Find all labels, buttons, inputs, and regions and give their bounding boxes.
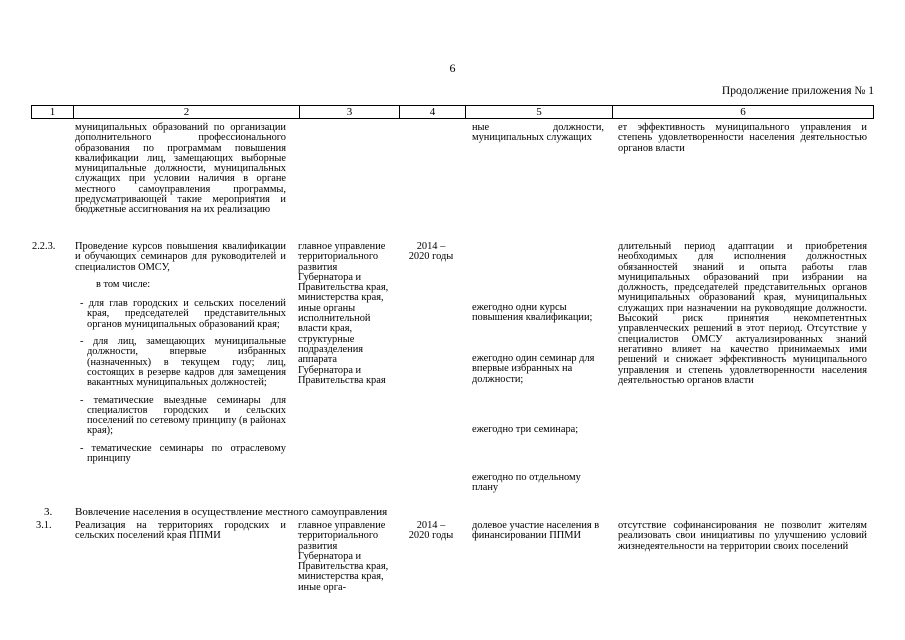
row223-item-4: - тематические семинары по отраслевому принципу [80, 442, 286, 465]
row31-years-start: 2014 – [416, 520, 446, 531]
row223-years [398, 242, 464, 263]
header-col-2: 2 [74, 106, 300, 118]
section3-title: Вовлечение населения в осуществление местного самоуправления [75, 506, 388, 518]
row31-number: 3.1. [36, 520, 52, 531]
row31-years [398, 521, 464, 542]
row223-number: 2.2.3. [32, 241, 56, 252]
page-number: 6 [449, 61, 456, 75]
row223-item-2: - для лиц, замещающих муниципальные должности, впервые избранных (назначенных) в текущем году; лиц, состоящих в резерве кадров для замещения вакантных муниципальных должностей; [80, 336, 286, 389]
section3-number: 3. [44, 506, 53, 518]
header-col-3: 3 [300, 106, 400, 118]
row223-item-3: - тематические выездные семинары для специалистов городских и сельских поселений по сетевому принципу (в районах края); [80, 394, 286, 437]
header-col-5: 5 [466, 106, 613, 118]
row31-col6: отсутствие софинансирования не позволит жителям реализовать свои инициативы по улучшению условий жизнедеятельности на территории своих поселений [618, 520, 867, 552]
row223-years-start: 2014 – [416, 241, 446, 252]
continuation-label: Продолжение приложения № 1 [721, 85, 874, 97]
row223-including: в том числе: [96, 278, 151, 290]
row223-col5-b: ежегодно один семинар для впервые избранных на должности; [472, 353, 595, 385]
header-col-6: 6 [740, 106, 746, 118]
row31-col3: главное управление территориального развития Губернатора и Правительства края, министерства края, иные орга- [298, 520, 389, 593]
row223-item-1: - для глав городских и сельских поселений края, председателей представительных органов муниципальных образований края; [80, 298, 286, 330]
row31-col5: долевое участие населения в финансировании ППМИ [472, 520, 600, 542]
row223-col2 [75, 242, 286, 464]
row31-col2: Реализация на территориях городских и сельских поселений края ППМИ [75, 520, 286, 542]
row223-col5-a: ежегодно одни курсы повышения квалификации; [472, 302, 593, 324]
row223-years-end: 2020 годы [408, 251, 454, 263]
row223-col5-d: ежегодно по отдельному плану [472, 472, 581, 494]
table-header-row [31, 105, 874, 119]
row223-col5-c: ежегодно три семинара; [472, 424, 579, 435]
row31-years-end: 2020 годы [408, 530, 454, 542]
row223-col3: главное управление территориального развития Губернатора и Правительства края, министерства края, иные органы исполнительной власти края, структурные подразделения аппарата Губернатора и Правительства края [298, 241, 389, 386]
header-col-4: 4 [400, 106, 466, 118]
row0-col2-text: муниципальных образований по организации дополнительного профессионального образования по программам повышения квалификации лиц, замещающих выборные муниципальные должности, муниципальных служащих при условии наличия в органе местного самоуправления программы, предусматривающей такие мероприятия и бюджетные ассигнования на их реализацию [75, 122, 286, 216]
row223-title: Проведение курсов повышения квалификации и обучающих семинаров для руководителей и специалистов ОМСУ, [75, 241, 286, 273]
header-col-1: 1 [32, 106, 74, 118]
row0-col5-text: ные должности, муниципальных служащих [472, 122, 604, 144]
row0-col6-text: ет эффективность муниципального управления и степень удовлетворенности населения деятельностью органов власти [618, 122, 867, 154]
row223-col6: длительный период адаптации и приобретения необходимых для исполнения должностных обязанностей знаний и опыта работы глав муниципальных образований при избрании на должность, председателей представительных органов муниципальных образований края, муниципальных служащих при назначении на руководящие должности. Высокий риск принятия некомпетентных управленческих решений в этот период. Отсутствие у специалистов ОМСУ актуализированных знаний негативно влияет на качество принимаемых ими решений и снижает эффективность муниципального управления и степень удовлетворенности населения деятельностью органов власти [618, 241, 867, 386]
